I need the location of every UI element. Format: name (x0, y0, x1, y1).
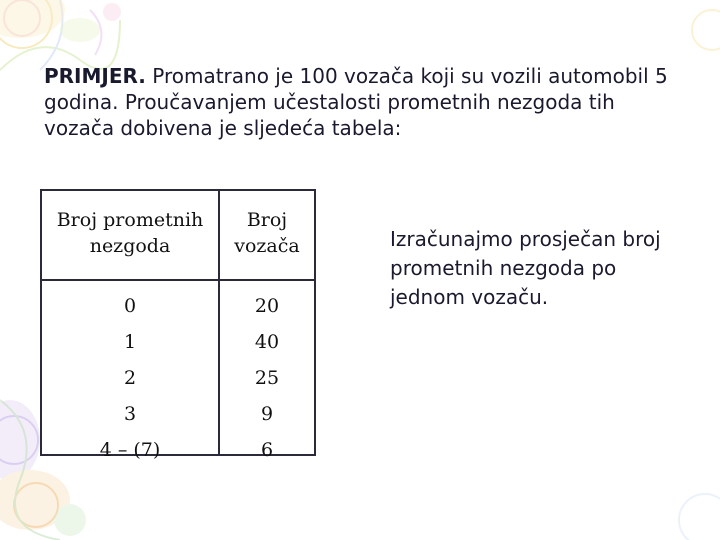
table-cell-accidents: 2 (123, 367, 137, 389)
table-body (42, 288, 314, 468)
table-row (42, 324, 314, 360)
table-cell-accidents: 1 (123, 331, 137, 353)
table-header-drivers: Broj vozača (234, 209, 300, 257)
table-row (42, 360, 314, 396)
table-cell-accidents: 4 – (7) (99, 439, 161, 461)
table-row (42, 432, 314, 468)
table-cell-drivers: 9 (260, 403, 274, 425)
table-cell-drivers: 25 (254, 367, 280, 389)
table-cell-drivers: 40 (254, 331, 280, 353)
table-cell-accidents: 0 (123, 295, 137, 317)
intro-bold-label: PRIMJER. (44, 64, 146, 88)
table-row (42, 288, 314, 324)
side-note: Izračunajmo prosječan broj prometnih nezgoda po jednom vozaču. (390, 227, 661, 309)
intro-text: Promatrano je 100 vozača koji su vozili automobil 5 godina. Proučavanjem učestalosti prometnih nezgoda tih vozača dobivena je sljedeća tabela: (44, 64, 668, 140)
table-horizontal-divider (42, 279, 314, 281)
accidents-table (40, 189, 316, 461)
table-cell-drivers: 6 (260, 439, 274, 461)
table-header-accidents: Broj prometnih nezgoda (56, 209, 204, 257)
table-cell-drivers: 20 (254, 295, 280, 317)
table-row (42, 396, 314, 432)
table-cell-accidents: 3 (123, 403, 137, 425)
intro-paragraph (44, 63, 684, 141)
